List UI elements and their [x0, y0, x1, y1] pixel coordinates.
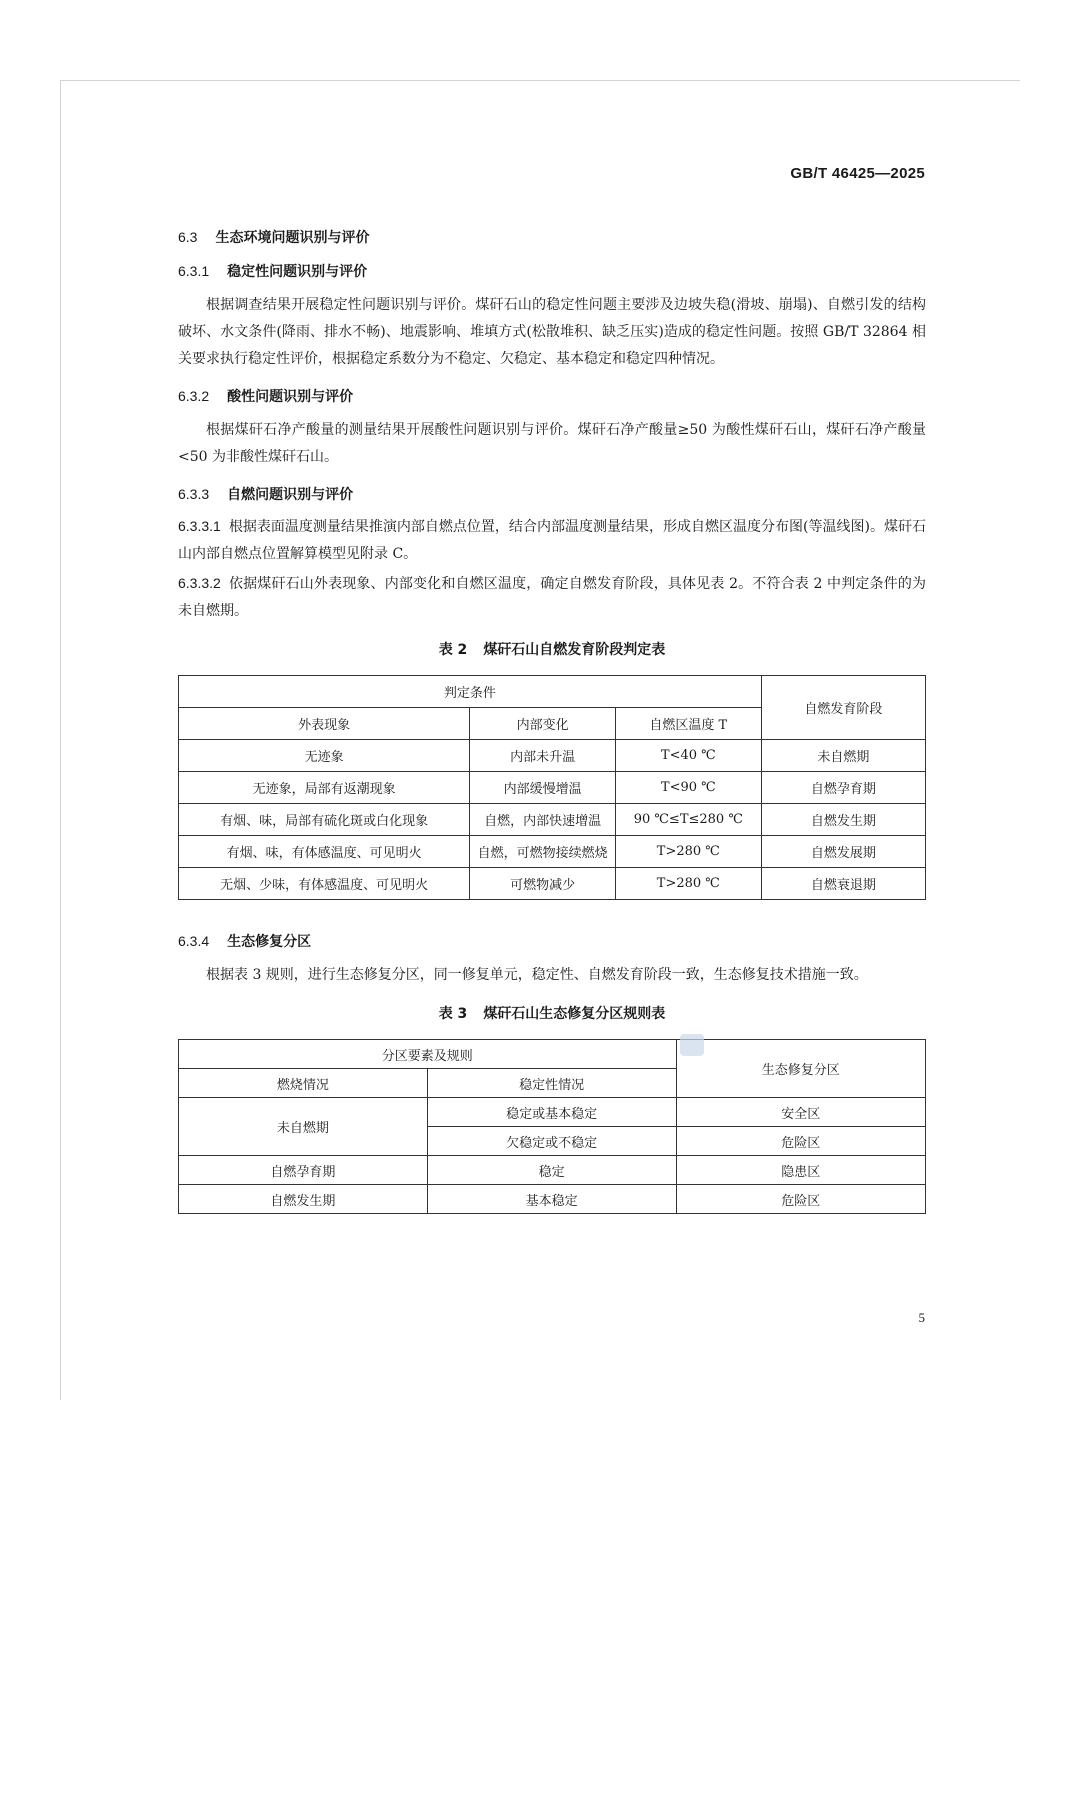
cell-stability: 基本稳定	[427, 1185, 676, 1214]
section-title: 生态修复分区	[227, 934, 312, 950]
cell-stability: 欠稳定或不稳定	[427, 1127, 676, 1156]
cell-stability: 稳定或基本稳定	[427, 1098, 676, 1127]
table-header-zone: 生态修复分区	[676, 1040, 926, 1098]
cell-stage: 自燃衰退期	[761, 868, 925, 900]
table-number: 表 3	[438, 1006, 468, 1022]
table-header-stability: 稳定性情况	[427, 1069, 676, 1098]
section-6-3-1-heading	[178, 254, 926, 288]
table-header-stage: 自燃发育阶段	[761, 676, 925, 740]
table-caption: 煤矸石山自燃发育阶段判定表	[483, 642, 666, 658]
table-2-title	[178, 639, 926, 661]
cell-internal: 自燃，内部快速增温	[470, 804, 616, 836]
cell-burning: 未自燃期	[179, 1098, 428, 1156]
section-number: 6.3	[178, 229, 198, 245]
cell-internal: 内部未升温	[470, 740, 616, 772]
section-number: 6.3.4	[178, 933, 210, 949]
table-row	[179, 1098, 926, 1127]
section-number: 6.3.3	[178, 486, 210, 502]
watermark-badge	[680, 1034, 704, 1056]
cell-temperature: T>280 ℃	[615, 836, 761, 868]
table-row	[179, 1156, 926, 1185]
table-row	[179, 740, 926, 772]
cell-stage: 未自燃期	[761, 740, 925, 772]
table-row	[179, 868, 926, 900]
section-title: 生态环境问题识别与评价	[215, 230, 370, 246]
section-6-3-3-heading	[178, 477, 926, 511]
cell-zone: 危险区	[676, 1127, 926, 1156]
cell-zone: 危险区	[676, 1185, 926, 1214]
section-title: 自燃问题识别与评价	[227, 487, 354, 503]
section-number: 6.3.1	[178, 263, 210, 279]
cell-appearance: 无烟、少味，有体感温度、可见明火	[179, 868, 470, 900]
table-number: 表 2	[438, 642, 468, 658]
cell-temperature: T<40 ℃	[615, 740, 761, 772]
clause-number: 6.3.3.1	[178, 518, 221, 534]
zoning-paragraph: 根据表 3 规则，进行生态修复分区，同一修复单元，稳定性、自燃发育阶段一致，生态修复技术措施一致。	[206, 967, 868, 983]
cell-stage: 自燃发生期	[761, 804, 925, 836]
cell-temperature: 90 ℃≤T≤280 ℃	[615, 804, 761, 836]
clause-text: 依据煤矸石山外表现象、内部变化和自燃区温度，确定自燃发育阶段，具体见表 2。不符合表 2 中判定条件的为未自燃期。	[178, 576, 926, 619]
table-header-group: 判定条件	[179, 676, 762, 708]
cell-internal: 内部缓慢增温	[470, 772, 616, 804]
section-6-3-2-heading	[178, 379, 926, 413]
clause-text: 根据表面温度测量结果推演内部自燃点位置，结合内部温度测量结果，形成自燃区温度分布图(等温线图)。煤矸石山内部自燃点位置解算模型见附录 C。	[178, 519, 926, 562]
table-caption: 煤矸石山生态修复分区规则表	[483, 1006, 666, 1022]
section-number: 6.3.2	[178, 388, 210, 404]
cell-zone: 隐患区	[676, 1156, 926, 1185]
cell-appearance: 有烟、味，局部有硫化斑或白化现象	[179, 804, 470, 836]
cell-internal: 可燃物减少	[470, 868, 616, 900]
cell-temperature: T>280 ℃	[615, 868, 761, 900]
table-row	[179, 1185, 926, 1214]
table-row	[179, 772, 926, 804]
cell-zone: 安全区	[676, 1098, 926, 1127]
cell-internal: 自燃，可燃物接续燃烧	[470, 836, 616, 868]
cell-appearance: 无迹象	[179, 740, 470, 772]
table-3	[178, 1039, 926, 1214]
table-header-appearance: 外表现象	[179, 708, 470, 740]
table-row	[179, 836, 926, 868]
table-header-burning: 燃烧情况	[179, 1069, 428, 1098]
cell-burning: 自燃发生期	[179, 1185, 428, 1214]
clause-number: 6.3.3.2	[178, 575, 221, 591]
page-edge-left	[60, 80, 61, 1400]
cell-temperature: T<90 ℃	[615, 772, 761, 804]
page-edge-top	[60, 80, 1020, 81]
cell-burning: 自燃孕育期	[179, 1156, 428, 1185]
section-title: 酸性问题识别与评价	[227, 389, 354, 405]
cell-appearance: 无迹象，局部有返潮现象	[179, 772, 470, 804]
cell-stage: 自燃孕育期	[761, 772, 925, 804]
table-header-temperature: 自燃区温度 T	[615, 708, 761, 740]
standard-number: GB/T 46425—2025	[790, 165, 925, 182]
page-number: 5	[918, 1310, 925, 1325]
table-row	[179, 804, 926, 836]
cell-stability: 稳定	[427, 1156, 676, 1185]
stability-paragraph: 根据调查结果开展稳定性问题识别与评价。煤矸石山的稳定性问题主要涉及边坡失稳(滑坡、崩塌)、自燃引发的结构破坏、水文条件(降雨、排水不畅)、地震影响、堆填方式(松散堆积、缺乏压实)造成的稳定性问题。按照 GB/T 32864 相关要求执行稳定性评价，根据稳定系数分为不稳定、欠稳定、基本稳定和稳定四种情况。	[178, 297, 926, 367]
clause-6-3-3-1	[178, 513, 926, 568]
document-body	[178, 220, 926, 1214]
section-6-3-heading	[178, 220, 926, 254]
cell-stage: 自燃发展期	[761, 836, 925, 868]
cell-appearance: 有烟、味，有体感温度、可见明火	[179, 836, 470, 868]
table-2	[178, 675, 926, 900]
table-3-title	[178, 1003, 926, 1025]
section-title: 稳定性问题识别与评价	[227, 264, 368, 280]
table-header-group: 分区要素及规则	[179, 1040, 677, 1069]
clause-6-3-3-2	[178, 570, 926, 625]
section-6-3-4-heading	[178, 924, 926, 958]
table-header-internal: 内部变化	[470, 708, 616, 740]
acidity-paragraph: 根据煤矸石净产酸量的测量结果开展酸性问题识别与评价。煤矸石净产酸量≥50 为酸性煤矸石山，煤矸石净产酸量<50 为非酸性煤矸石山。	[178, 422, 926, 465]
